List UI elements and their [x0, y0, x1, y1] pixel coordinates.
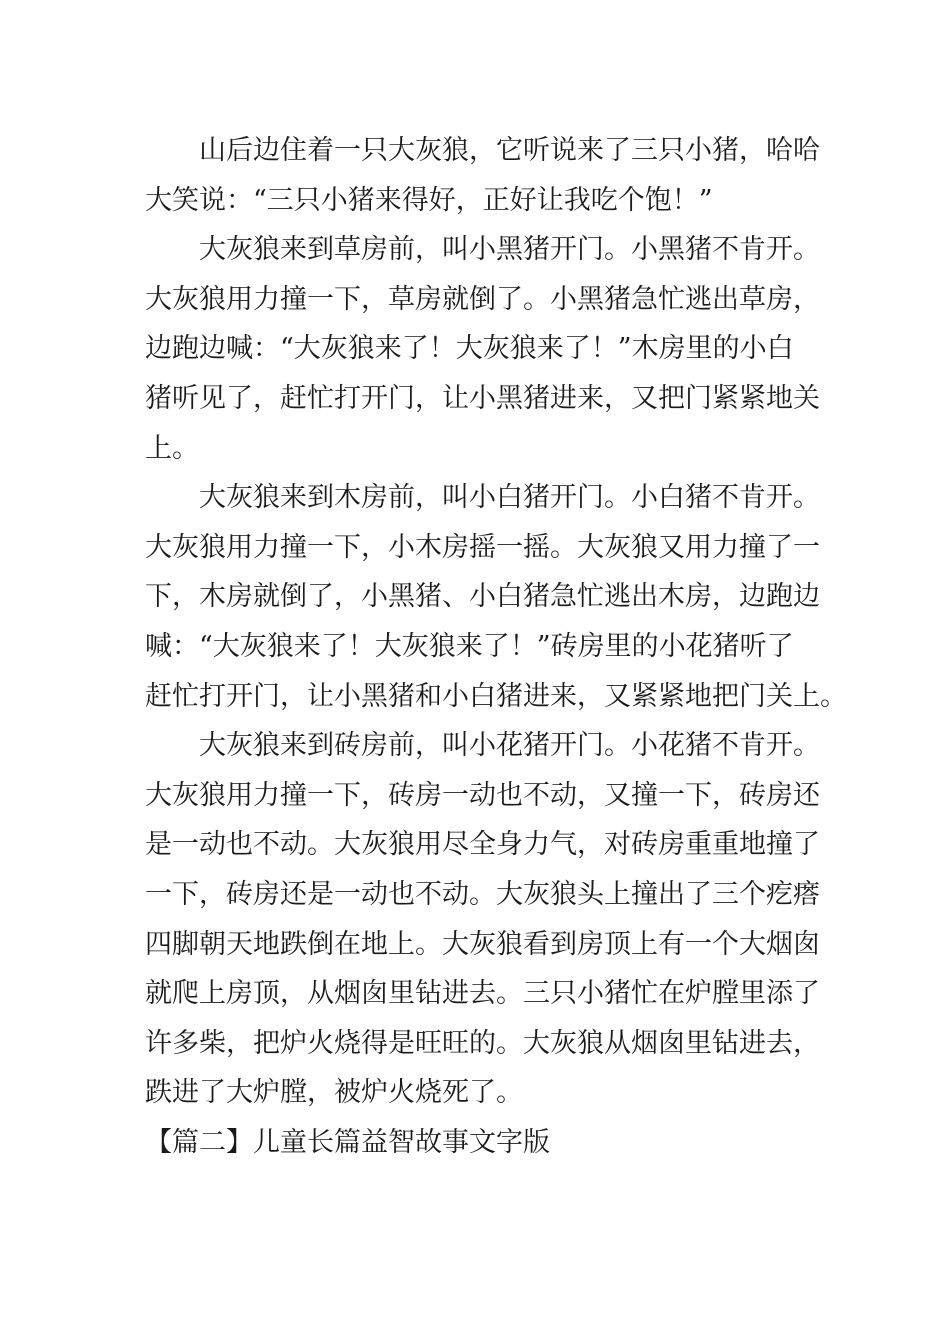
- text-line: 赶忙打开门，让小黑猪和小白猪进来，又紧紧地把门关上。: [145, 680, 847, 712]
- paragraph-4: [145, 721, 820, 1118]
- text-line: 喊：“大灰狼来了！大灰狼来了！”砖房里的小花猪听了: [145, 630, 794, 662]
- text-line: 许多柴，把炉火烧得是旺旺的。大灰狼从烟囱里钻进去，: [145, 1027, 820, 1059]
- text-line: 大灰狼用力撞一下，小木房摇一摇。大灰狼又用力撞了一: [145, 531, 820, 563]
- text-line: 山后边住着一只大灰狼，它听说来了三只小猪，哈哈: [199, 135, 820, 166]
- text-line: 是一动也不动。大灰狼用尽全身力气，对砖房重重地撞了: [145, 829, 820, 861]
- text-line: 上。: [145, 432, 199, 464]
- text-line: 四脚朝天地跌倒在地上。大灰狼看到房顶上有一个大烟囱: [145, 928, 820, 960]
- text-line: 边跑边喊：“大灰狼来了！大灰狼来了！”木房里的小白: [145, 333, 794, 365]
- text-line: 跌进了大炉膛，被炉火烧死了。: [145, 1077, 523, 1109]
- text-line: 一下，砖房还是一动也不动。大灰狼头上撞出了三个疙瘩: [145, 878, 820, 910]
- paragraph-1: [145, 126, 820, 225]
- text-line: 大灰狼来到木房前，叫小白猪开门。小白猪不肯开。: [199, 482, 820, 514]
- text-line: 下，木房就倒了，小黑猪、小白猪急忙逃出木房，边跑边: [145, 581, 820, 613]
- document-body: [145, 126, 847, 1167]
- text-line: 大灰狼来到草房前，叫小黑猪开门。小黑猪不肯开。: [199, 234, 820, 266]
- paragraph-3: [145, 473, 847, 721]
- paragraph-2: [145, 225, 820, 473]
- text-line: 猪听见了，赶忙打开门，让小黑猪进来，又把门紧紧地关: [145, 382, 820, 414]
- text-line: 就爬上房顶，从烟囱里钻进去。三只小猪忙在炉膛里添了: [145, 978, 820, 1010]
- text-line: 大灰狼用力撞一下，草房就倒了。小黑猪急忙逃出草房，: [145, 283, 820, 315]
- text-line: 大灰狼来到砖房前，叫小花猪开门。小花猪不肯开。: [199, 730, 820, 762]
- section-heading: 【篇二】儿童长篇益智故事文字版: [145, 1126, 550, 1158]
- text-line: 大灰狼用力撞一下，砖房一动也不动，又撞一下，砖房还: [145, 779, 820, 811]
- text-line: 大笑说：“三只小猪来得好，正好让我吃个饱！”: [145, 184, 713, 216]
